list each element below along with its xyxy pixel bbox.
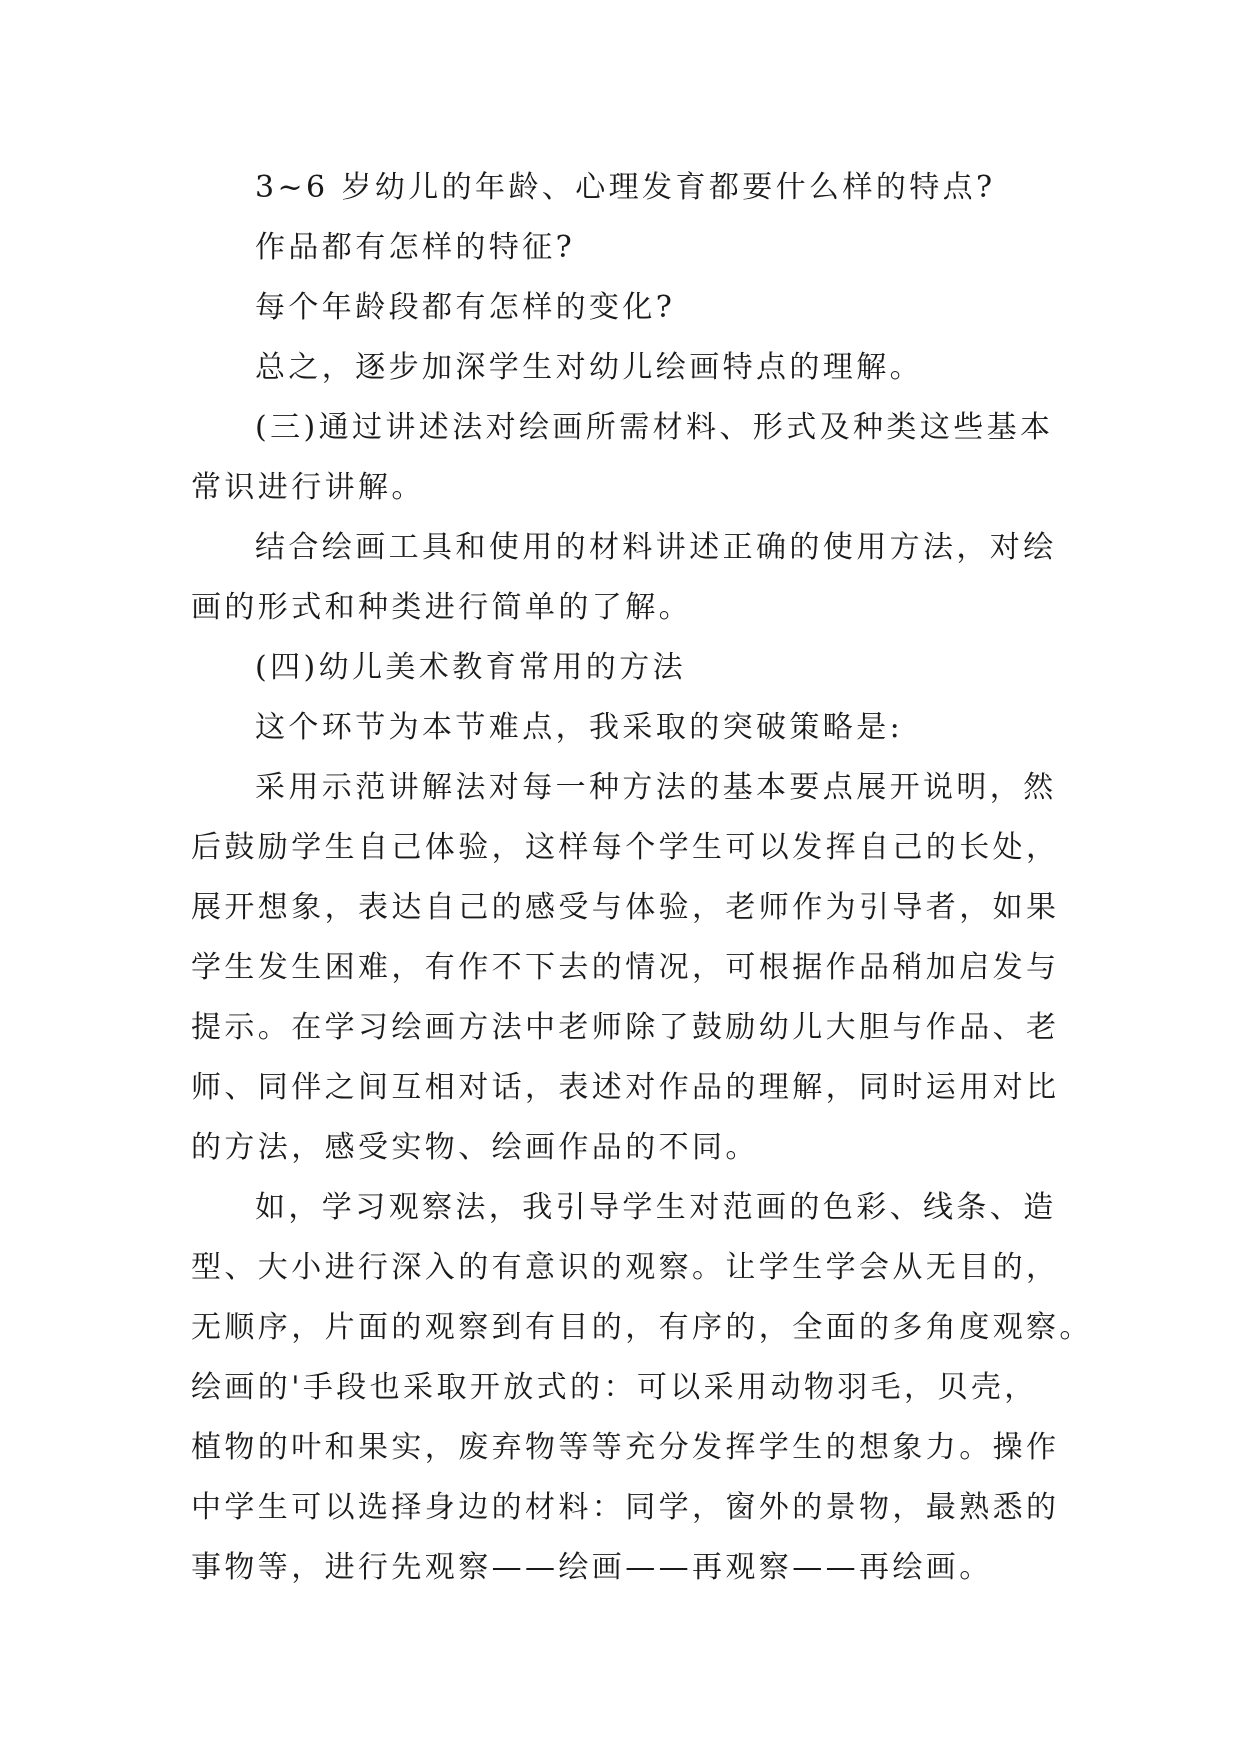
text-line: 型、大小进行深入的有意识的观察。让学生学会从无目的， (191, 1250, 1060, 1285)
text-line: 绘画的'手段也采取开放式的：可以采用动物羽毛，贝壳， (191, 1370, 1038, 1405)
text-line: 后鼓励学生自己体验，这样每个学生可以发挥自己的长处， (191, 830, 1060, 865)
text-line: 画的形式和种类进行简单的了解。 (191, 590, 692, 625)
text-line: 3~6 岁幼儿的年龄、心理发育都要什么样的特点? (255, 170, 996, 205)
text-line: 常识进行讲解。 (191, 470, 425, 505)
section-heading: (四)幼儿美术教育常用的方法 (255, 650, 687, 685)
text-line: 学生发生困难，有作不下去的情况，可根据作品稍加启发与 (191, 950, 1060, 985)
document-body (191, 158, 1093, 1598)
text-line: 中学生可以选择身边的材料：同学，窗外的景物，最熟悉的 (191, 1490, 1060, 1525)
text-line: 展开想象，表达自己的感受与体验，老师作为引导者，如果 (191, 890, 1060, 925)
text-line: 采用示范讲解法对每一种方法的基本要点展开说明，然 (255, 770, 1057, 805)
text-line: 事物等，进行先观察——绘画——再观察——再绘画。 (191, 1550, 993, 1585)
section-heading: (三)通过讲述法对绘画所需材料、形式及种类这些基本 (255, 410, 1054, 445)
text-line: 结合绘画工具和使用的材料讲述正确的使用方法，对绘 (255, 530, 1057, 565)
text-line: 无顺序，片面的观察到有目的，有序的，全面的多角度观察。 (191, 1310, 1093, 1345)
text-line: 提示。在学习绘画方法中老师除了鼓励幼儿大胆与作品、老 (191, 1010, 1060, 1045)
text-line: 师、同伴之间互相对话，表述对作品的理解，同时运用对比 (191, 1070, 1060, 1105)
text-line: 植物的叶和果实，废弃物等等充分发挥学生的想象力。操作 (191, 1430, 1060, 1465)
text-line: 的方法，感受实物、绘画作品的不同。 (191, 1130, 759, 1165)
text-line: 这个环节为本节难点，我采取的突破策略是: (255, 710, 904, 745)
text-line: 总之，逐步加深学生对幼儿绘画特点的理解。 (255, 350, 923, 385)
text-line: 每个年龄段都有怎样的变化? (255, 290, 676, 325)
text-line: 如，学习观察法，我引导学生对范画的色彩、线条、造 (255, 1190, 1057, 1225)
text-line: 作品都有怎样的特征? (255, 230, 576, 265)
